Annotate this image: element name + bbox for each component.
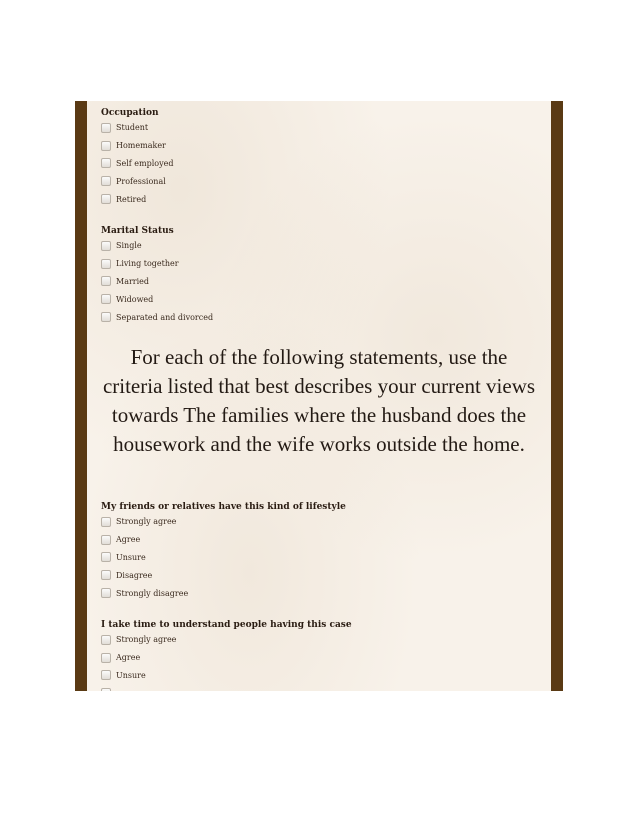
understand-people-question xyxy=(101,619,352,691)
checkbox[interactable] xyxy=(101,312,111,322)
option-label: Unsure xyxy=(116,552,146,562)
checkbox[interactable] xyxy=(101,517,111,527)
option-label: Widowed xyxy=(116,294,154,304)
occupation-question xyxy=(101,107,173,208)
checkbox[interactable] xyxy=(101,588,111,598)
checkbox[interactable] xyxy=(101,176,111,186)
option-label: Separated and divorced xyxy=(116,312,214,322)
option-agree[interactable] xyxy=(101,531,346,549)
option-label: Retired xyxy=(116,194,147,204)
option-label: Self employed xyxy=(116,158,174,168)
checkbox[interactable] xyxy=(101,141,111,151)
option-unsure[interactable] xyxy=(101,549,346,567)
marital-status-question xyxy=(101,225,213,326)
option-label: Agree xyxy=(116,535,141,545)
option-label: Student xyxy=(116,123,149,133)
checkbox[interactable] xyxy=(101,670,111,680)
checkbox[interactable] xyxy=(101,653,111,663)
option-strongly-agree[interactable] xyxy=(101,513,346,531)
option-separated-divorced[interactable] xyxy=(101,308,213,326)
option-strongly-disagree[interactable] xyxy=(101,584,346,602)
option-disagree[interactable] xyxy=(101,566,346,584)
option-married[interactable] xyxy=(101,273,213,291)
option-label: Homemaker xyxy=(116,141,166,151)
question-title: I take time to understand people having this case xyxy=(101,620,352,630)
option-label: Professional xyxy=(116,176,166,186)
option-label: Married xyxy=(116,276,150,286)
question-title: Marital Status xyxy=(101,226,174,236)
checkbox[interactable] xyxy=(101,158,111,168)
checkbox[interactable] xyxy=(101,294,111,304)
checkbox[interactable] xyxy=(101,570,111,580)
option-professional[interactable] xyxy=(101,172,173,190)
option-label: Strongly agree xyxy=(116,517,177,527)
option-homemaker[interactable] xyxy=(101,137,173,155)
checkbox[interactable] xyxy=(101,123,111,133)
option-agree[interactable] xyxy=(101,649,352,667)
checkbox[interactable] xyxy=(101,241,111,251)
survey-form xyxy=(87,101,551,691)
checkbox[interactable] xyxy=(101,635,111,645)
checkbox[interactable] xyxy=(101,535,111,545)
option-strongly-agree[interactable] xyxy=(101,631,352,649)
option-self-employed[interactable] xyxy=(101,155,173,173)
checkbox[interactable] xyxy=(101,688,111,691)
option-single[interactable] xyxy=(101,237,213,255)
option-label: Agree xyxy=(116,653,141,663)
instruction-statement: For each of the following statements, use the criteria listed that best describes your current views towards The families where the husband does the housework and the wife works outside the home. xyxy=(102,345,536,456)
option-student[interactable] xyxy=(101,119,173,137)
option-retired[interactable] xyxy=(101,190,173,208)
option-unsure[interactable] xyxy=(101,667,352,685)
checkbox[interactable] xyxy=(101,552,111,562)
checkbox[interactable] xyxy=(101,276,111,286)
option-label: Strongly disagree xyxy=(116,588,189,598)
checkbox[interactable] xyxy=(101,259,111,269)
question-title: My friends or relatives have this kind of lifestyle xyxy=(101,502,346,512)
survey-frame xyxy=(75,101,563,691)
option-label: Strongly agree xyxy=(116,635,177,645)
option-label: Living together xyxy=(116,259,179,269)
question-title: Occupation xyxy=(101,108,159,118)
checkbox[interactable] xyxy=(101,194,111,204)
option-living-together[interactable] xyxy=(101,255,213,273)
option-label: Disagree xyxy=(116,570,153,580)
option-widowed[interactable] xyxy=(101,290,213,308)
option-label: Unsure xyxy=(116,670,146,680)
friends-lifestyle-question xyxy=(101,501,346,602)
option-partial-cut[interactable] xyxy=(101,684,352,691)
option-label: Single xyxy=(116,241,142,251)
